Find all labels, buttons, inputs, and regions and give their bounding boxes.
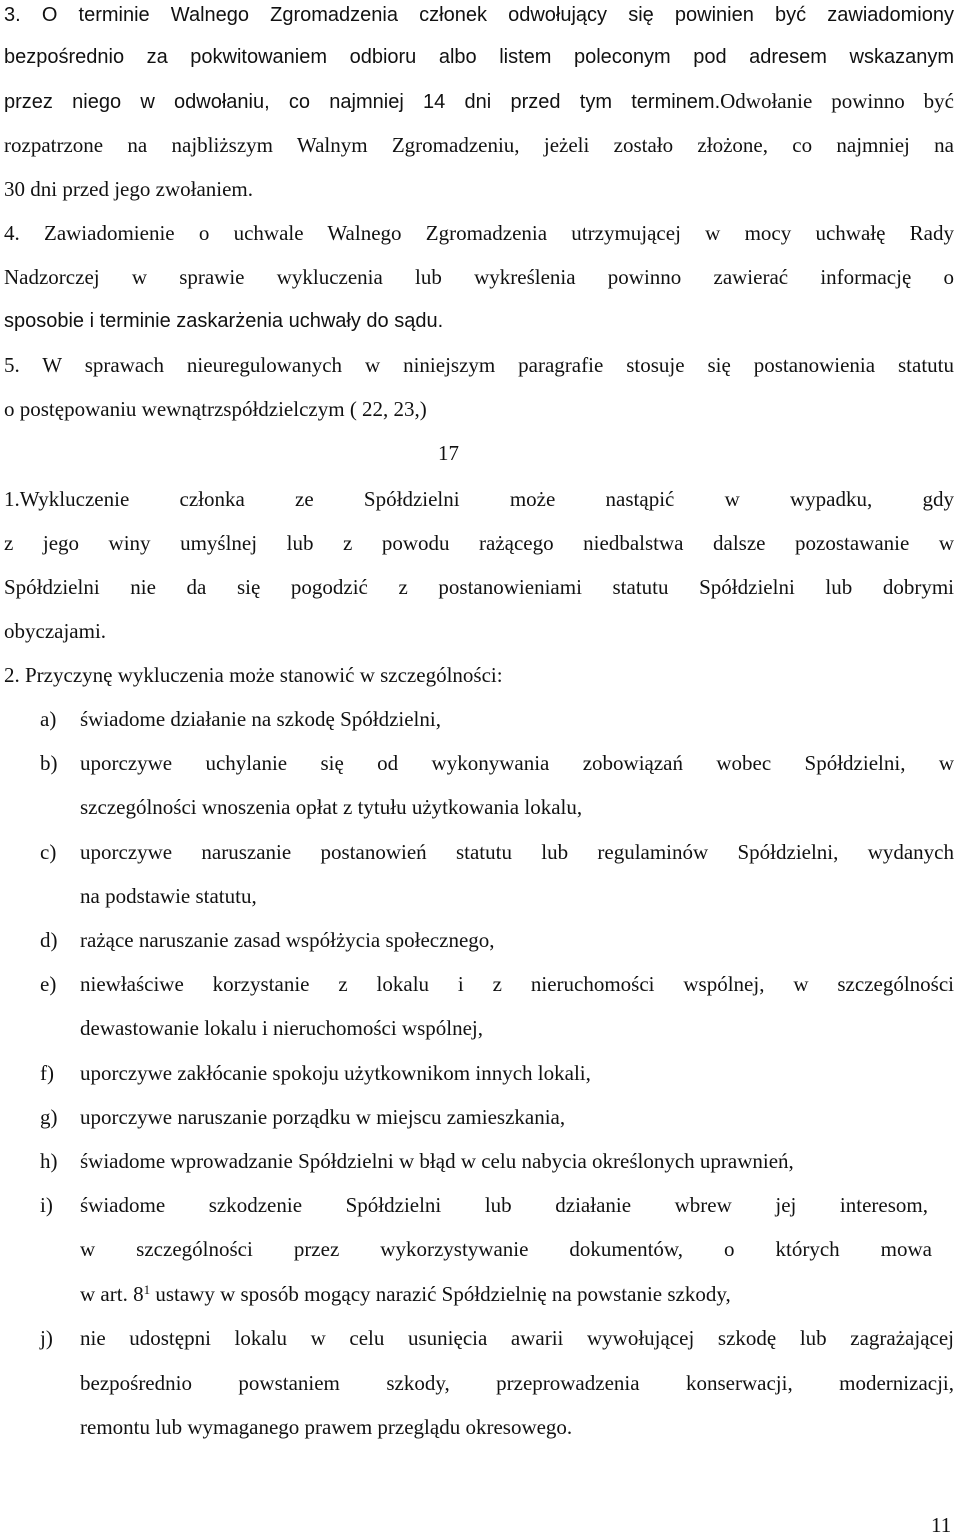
p3-line-5: 30 dni przed jego zwołaniem. <box>4 177 254 201</box>
item-a-line-1: świadome działanie na szkodę Spółdzielni, <box>80 707 441 731</box>
s1-line-2: z jego winy umyślnej lub z powodu rażącego niedbalstwa dalsze pozostawanie w <box>4 531 954 555</box>
section-heading: 17 <box>438 441 459 465</box>
p3-line-3 <box>4 86 954 116</box>
item-b-line-1: uporczywe uchylanie się od wykonywania zobowiązań wobec Spółdzielni, w <box>80 751 954 775</box>
item-c-marker: c) <box>40 840 57 864</box>
item-i-marker: i) <box>40 1193 53 1217</box>
p4-line-2: Nadzorczej w sprawie wykluczenia lub wykreślenia powinno zawierać informację o <box>4 265 954 289</box>
s1-line-1: 1.Wykluczenie członka ze Spółdzielni może nastąpić w wypadku, gdy <box>4 487 954 511</box>
item-f-line-1: uporczywe zakłócanie spokoju użytkownikom innych lokali, <box>80 1061 591 1085</box>
item-h-line-1: świadome wprowadzanie Spółdzielni w błąd w celu nabycia określonych uprawnień, <box>80 1149 794 1173</box>
item-j-line-3: remontu lub wymaganego prawem przeglądu okresowego. <box>80 1415 573 1439</box>
item-d-marker: d) <box>40 928 58 952</box>
item-i-line-3-post: ustawy w sposób mogący narazić Spółdzielnię na powstanie szkody, <box>150 1282 731 1306</box>
item-c-line-2: na podstawie statutu, <box>80 884 257 908</box>
page-number: 11 <box>931 1513 952 1537</box>
item-j-line-1: nie udostępni lokalu w celu usunięcia awarii wywołującej szkodę lub zagrażającej <box>80 1326 954 1350</box>
item-d-line-1: rażące naruszanie zasad współżycia społecznego, <box>80 928 495 952</box>
item-i-line-3-pre: w art. 8 <box>80 1282 144 1306</box>
p3-line-3-a: przez niego w odwołaniu, co najmniej 14 dni przed tym terminem. <box>4 91 721 113</box>
p3-line-4: rozpatrzone na najbliższym Walnym Zgromadzeniu, jeżeli zostało złożone, co najmniej na <box>4 133 954 157</box>
p5-line-2: o postępowaniu wewnątrzspółdzielczym ( 22, 23,) <box>4 397 427 421</box>
item-e-line-1: niewłaściwe korzystanie z lokalu i z nieruchomości wspólnej, w szczególności <box>80 972 954 996</box>
s2-intro: 2. Przyczynę wykluczenia może stanowić w szczególności: <box>4 663 503 687</box>
item-g-line-1: uporczywe naruszanie porządku w miejscu zamieszkania, <box>80 1105 566 1129</box>
item-f-marker: f) <box>40 1061 54 1085</box>
item-e-marker: e) <box>40 972 57 996</box>
item-j-marker: j) <box>40 1326 53 1350</box>
p5-line-1: 5. W sprawach nieuregulowanych w niniejszym paragrafie stosuje się postanowienia statutu <box>4 353 954 377</box>
item-i-line-2: w szczególności przez wykorzystywanie dokumentów, o których mowa <box>80 1237 932 1261</box>
item-i-line-3 <box>80 1279 954 1309</box>
item-b-marker: b) <box>40 751 58 775</box>
s1-line-3: Spółdzielni nie da się pogodzić z postanowieniami statutu Spółdzielni lub dobrymi <box>4 575 954 599</box>
p3-line-1: 3. O terminie Walnego Zgromadzenia członek odwołujący się powinien być zawiadomiony <box>4 4 954 26</box>
item-e-line-2: dewastowanie lokalu i nieruchomości wspólnej, <box>80 1016 483 1040</box>
p4-line-3: sposobie i terminie zaskarżenia uchwały do sądu. <box>4 310 444 332</box>
p3-line-2: bezpośrednio za pokwitowaniem odbioru albo listem poleconym pod adresem wskazanym <box>4 46 954 68</box>
item-g-marker: g) <box>40 1105 58 1129</box>
p4-line-1: 4. Zawiadomienie o uchwale Walnego Zgromadzenia utrzymującej w mocy uchwałę Rady <box>4 221 954 245</box>
superscript-one: 1 <box>143 1282 151 1297</box>
item-c-line-1: uporczywe naruszanie postanowień statutu lub regulaminów Spółdzielni, wydanych <box>80 840 954 864</box>
p3-line-3-b: Odwołanie powinno być <box>720 89 954 113</box>
item-a-marker: a) <box>40 707 57 731</box>
item-h-marker: h) <box>40 1149 58 1173</box>
item-j-line-2: bezpośrednio powstaniem szkody, przeprowadzenia konserwacji, modernizacji, <box>80 1371 954 1395</box>
item-b-line-2: szczególności wnoszenia opłat z tytułu użytkowania lokalu, <box>80 795 583 819</box>
s1-line-4: obyczajami. <box>4 619 107 643</box>
item-i-line-1: świadome szkodzenie Spółdzielni lub działanie wbrew jej interesom, <box>80 1193 928 1217</box>
